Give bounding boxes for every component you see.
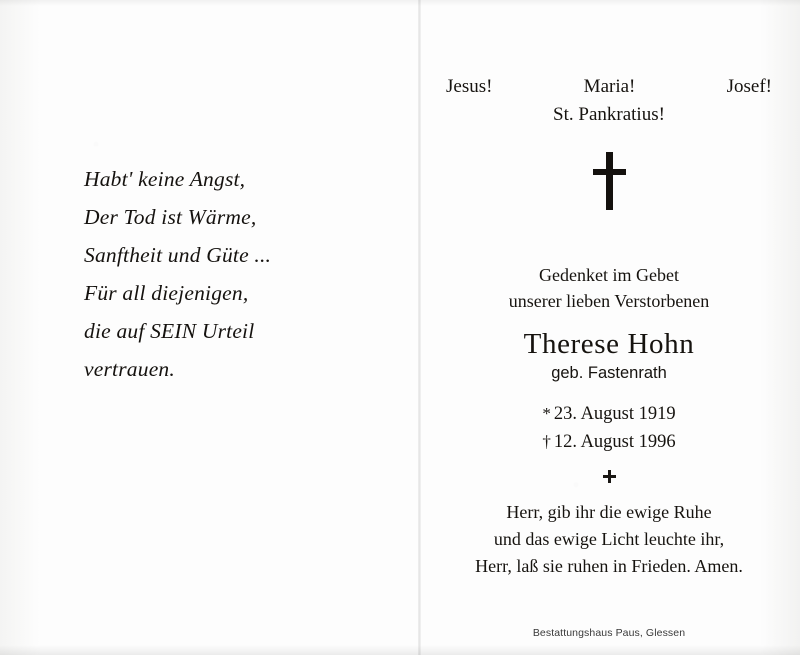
invocation-saint: St. Pankratius! — [553, 104, 665, 125]
poem-line: die auf SEIN Urteil — [84, 319, 255, 343]
prayer-line: Herr, laß sie ruhen in Frieden. Amen. — [475, 556, 743, 576]
poem-line: vertrauen. — [84, 357, 175, 381]
deceased-maiden-name: geb. Fastenrath — [551, 364, 667, 382]
prayer-line: Herr, gib ihr die ewige Ruhe — [506, 502, 712, 522]
dates-block — [418, 400, 800, 456]
cross-vertical-bar — [606, 152, 613, 210]
invocation-names-row — [418, 74, 800, 100]
poem-block — [84, 160, 384, 388]
invocation-josef: Josef! — [726, 76, 772, 97]
birth-symbol: * — [542, 404, 551, 423]
funeral-home-imprint: Bestattungshaus Paus, Glessen — [532, 627, 686, 639]
poem-line: Der Tod ist Wärme, — [84, 205, 257, 229]
cross-icon-wrapper — [418, 152, 800, 215]
small-cross-horizontal-bar — [603, 475, 616, 478]
poem-line: Für all diejenigen, — [84, 281, 249, 305]
death-date: 12. August 1996 — [553, 432, 676, 452]
invocation-maria: Maria! — [583, 76, 636, 97]
memorial-lead-line: Gedenket im Gebet — [539, 265, 679, 285]
prayer-line: und das ewige Licht leuchte ihr, — [493, 529, 725, 549]
memorial-block — [418, 262, 800, 580]
deceased-name: Therese Hohn — [523, 328, 695, 360]
small-cross-icon — [603, 470, 616, 483]
right-page — [418, 0, 800, 655]
invocation-block — [418, 74, 800, 128]
latin-cross-icon — [589, 152, 629, 210]
memorial-lead-line: unserer lieben Verstorbenen — [508, 291, 710, 311]
poem-line: Sanftheit und Güte ... — [84, 243, 272, 267]
birth-date: 23. August 1919 — [553, 404, 676, 424]
poem-line: Habt' keine Angst, — [84, 167, 246, 191]
prayer-block — [418, 499, 800, 580]
death-symbol: † — [542, 432, 551, 451]
death-date-row — [418, 428, 800, 456]
invocation-jesus: Jesus! — [446, 76, 493, 97]
cross-horizontal-bar — [593, 169, 626, 175]
birth-date-row — [418, 400, 800, 428]
